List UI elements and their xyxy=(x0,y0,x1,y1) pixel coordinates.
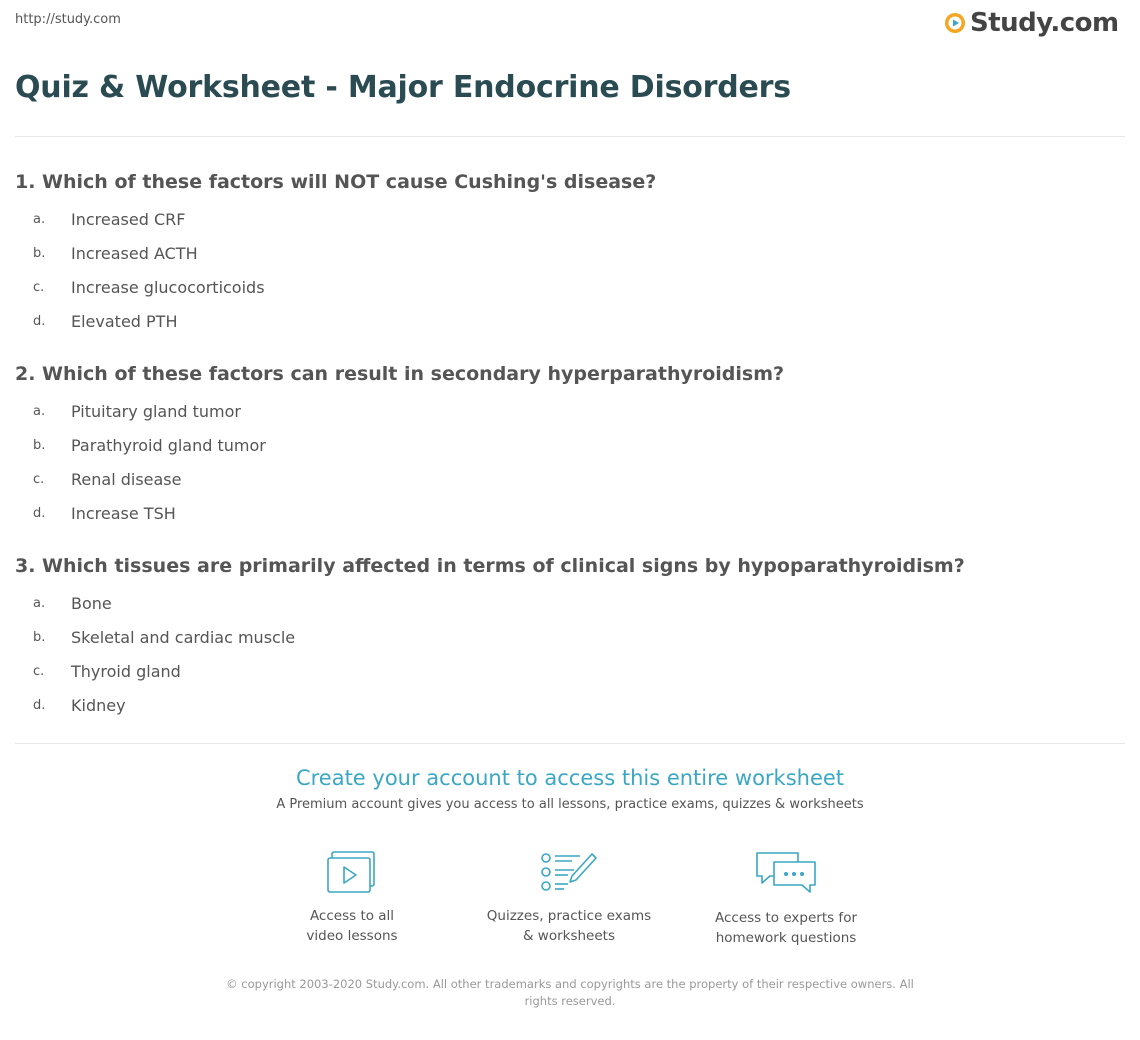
answer-options xyxy=(15,586,1125,722)
cta-subtitle: A Premium account gives you access to all lessons, practice exams, quizzes & worksheets xyxy=(276,797,864,812)
content-divider xyxy=(15,743,1125,744)
answer-option[interactable] xyxy=(15,236,1125,270)
answer-option[interactable] xyxy=(15,462,1125,496)
option-letter: c. xyxy=(33,279,45,295)
copyright-notice: © copyright 2003-2020 Study.com. All other trademarks and copyrights are the property of their respective owners. All rights reserved. xyxy=(226,977,914,1008)
question-3 xyxy=(15,554,1125,722)
logo-text: Study.com xyxy=(970,8,1119,38)
answer-options xyxy=(15,202,1125,338)
feature-label-line: & worksheets xyxy=(522,928,615,944)
option-letter: b. xyxy=(33,437,46,453)
answer-option[interactable] xyxy=(15,654,1125,688)
option-text: Pituitary gland tumor xyxy=(71,401,241,421)
option-text: Increase TSH xyxy=(71,503,176,523)
feature-label-line: Access to all xyxy=(309,908,395,924)
feature-experts xyxy=(696,850,876,948)
answer-option[interactable] xyxy=(15,304,1125,338)
option-text: Bone xyxy=(71,593,112,613)
feature-label-line: Quizzes, practice exams xyxy=(486,908,652,924)
play-logo-icon xyxy=(944,12,966,34)
option-text: Kidney xyxy=(71,695,126,715)
video-lessons-icon xyxy=(326,850,378,894)
option-text: Thyroid gland xyxy=(71,661,181,681)
quiz-checklist-icon xyxy=(540,850,598,894)
feature-label xyxy=(479,906,659,946)
answer-option[interactable] xyxy=(15,270,1125,304)
option-letter: a. xyxy=(33,403,46,419)
option-letter: a. xyxy=(33,211,46,227)
answer-option[interactable] xyxy=(15,428,1125,462)
feature-label-line: video lessons xyxy=(306,928,398,944)
feature-label-line: Access to experts for xyxy=(714,910,857,926)
feature-label xyxy=(696,908,876,948)
option-text: Increase glucocorticoids xyxy=(71,277,265,297)
answer-option[interactable] xyxy=(15,202,1125,236)
option-letter: c. xyxy=(33,663,45,679)
create-account-link[interactable]: Create your account to access this entire worksheet xyxy=(295,766,845,790)
option-letter: a. xyxy=(33,595,46,611)
answer-option[interactable] xyxy=(15,496,1125,530)
answer-option[interactable] xyxy=(15,620,1125,654)
option-text: Elevated PTH xyxy=(71,311,178,331)
question-text: 2. Which of these factors can result in secondary hyperparathyroidism? xyxy=(15,363,785,385)
study-logo[interactable] xyxy=(944,8,1119,38)
question-text: 1. Which of these factors will NOT cause Cushing's disease? xyxy=(15,171,657,193)
chat-bubbles-icon xyxy=(754,850,818,896)
option-text: Increased CRF xyxy=(71,209,186,229)
question-2 xyxy=(15,362,1125,530)
feature-label xyxy=(262,906,442,946)
option-letter: c. xyxy=(33,471,45,487)
option-text: Skeletal and cardiac muscle xyxy=(71,627,296,647)
answer-option[interactable] xyxy=(15,688,1125,722)
feature-label-line: homework questions xyxy=(715,930,857,946)
option-text: Renal disease xyxy=(71,469,182,489)
feature-video-lessons xyxy=(262,850,442,946)
page-title: Quiz & Worksheet - Major Endocrine Disorders xyxy=(15,70,791,105)
option-letter: d. xyxy=(33,313,46,329)
option-letter: b. xyxy=(33,629,46,645)
option-text: Parathyroid gland tumor xyxy=(71,435,266,455)
question-1 xyxy=(15,170,1125,338)
option-letter: b. xyxy=(33,245,46,261)
option-text: Increased ACTH xyxy=(71,243,198,263)
answer-option[interactable] xyxy=(15,394,1125,428)
title-divider xyxy=(15,136,1125,137)
page-url: http://study.com xyxy=(15,12,121,27)
question-text: 3. Which tissues are primarily affected in terms of clinical signs by hypoparathyroidism? xyxy=(15,555,965,577)
option-letter: d. xyxy=(33,697,46,713)
answer-options xyxy=(15,394,1125,530)
option-letter: d. xyxy=(33,505,46,521)
feature-quizzes xyxy=(479,850,659,946)
answer-option[interactable] xyxy=(15,586,1125,620)
